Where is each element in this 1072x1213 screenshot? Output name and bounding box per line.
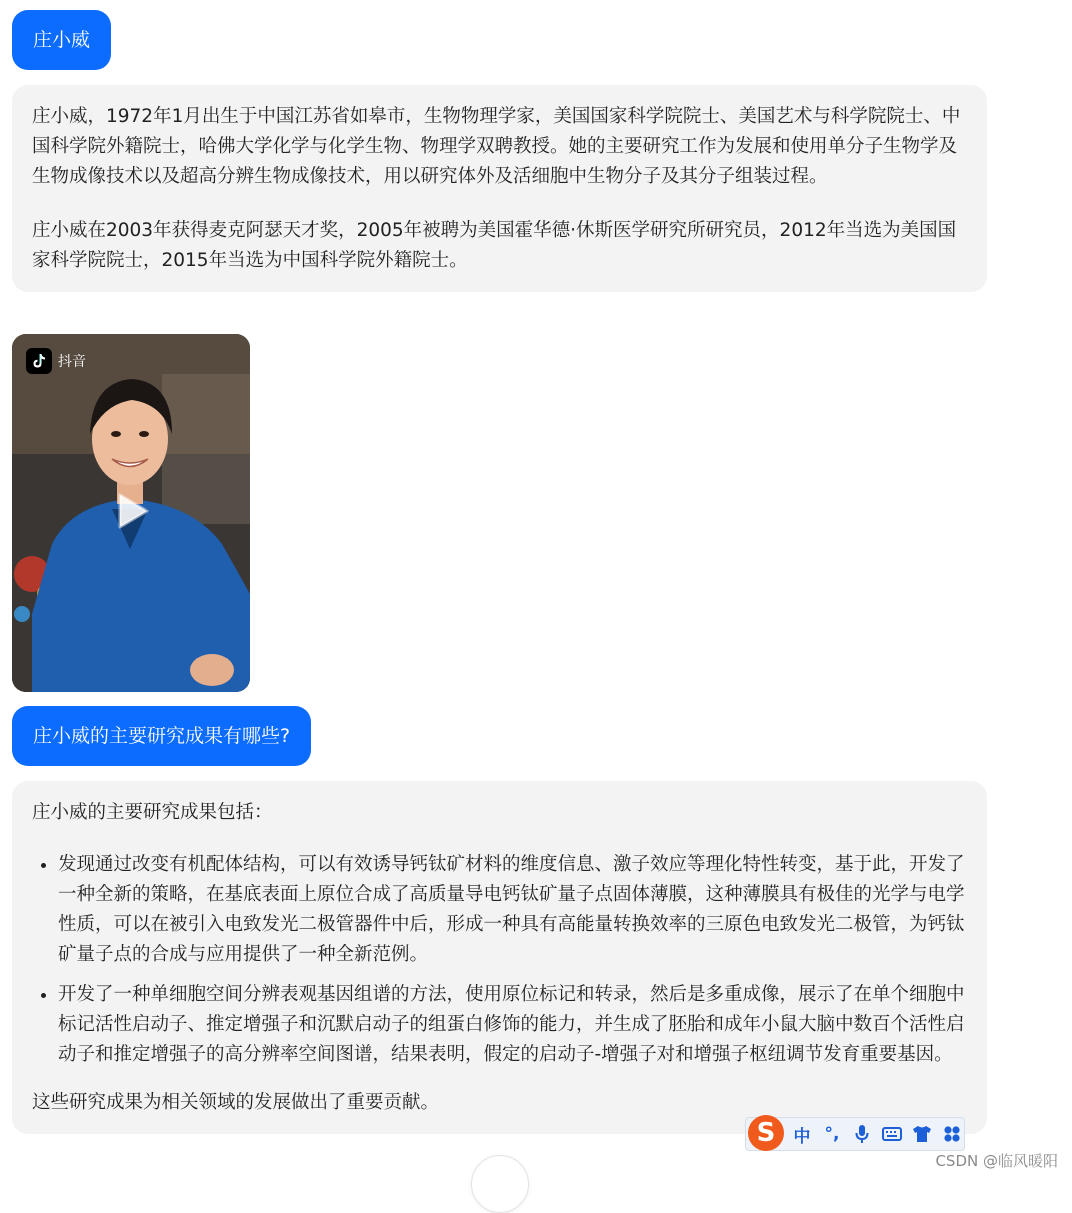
- assistant-message-2: [12, 781, 987, 1134]
- ime-toolbar[interactable]: [745, 1117, 965, 1151]
- scroll-to-bottom-button[interactable]: [471, 1155, 529, 1213]
- douyin-badge: [26, 348, 86, 374]
- douyin-icon: [26, 348, 52, 374]
- answer-paragraph: 庄小威，1972年1月出生于中国江苏省如皋市，生物物理学家，美国国家科学院院士、美国艺术与科学院院士、中国科学院外籍院士，哈佛大学化学与化学生物、物理学双聘教授。她的主要研究工作为发展和使用单分子生物学及生物成像技术以及超高分辨生物成像技术，用以研究体外及活细胞中生物分子及其分子组装过程。: [32, 106, 961, 187]
- user-message-text: 庄小威: [33, 29, 91, 51]
- assistant-message-1: [12, 85, 987, 292]
- sogou-logo-icon[interactable]: S: [748, 1115, 784, 1151]
- skin-shirt-icon[interactable]: [910, 1122, 934, 1146]
- answer-list: [32, 850, 969, 1070]
- microphone-icon[interactable]: [850, 1122, 874, 1146]
- video-source-label: 抖音: [58, 354, 86, 370]
- list-item: • 开发了一种单细胞空间分辨表观基因组谱的方法，使用原位标记和转录，然后是多重成像，展示了在单个细胞中标记活性启动子、推定增强子和沉默启动子的组蛋白修饰的能力，并生成了胚胎和成年小鼠大脑中数百个活性启动子和推定增强子的高分辨率空间图谱，结果表明，假定的启动子-增强子对和增强子枢纽调节发育重要基因。: [58, 980, 969, 1070]
- keyboard-icon[interactable]: [880, 1122, 904, 1146]
- ime-punct-toggle[interactable]: °,: [824, 1124, 840, 1144]
- user-message-2: [12, 706, 311, 766]
- user-message-1: [12, 10, 111, 70]
- answer-intro: 庄小威的主要研究成果包括：: [32, 802, 273, 823]
- video-card[interactable]: [12, 334, 250, 692]
- list-item: • 发现通过改变有机配体结构，可以有效诱导钙钛矿材料的维度信息、激子效应等理化特性转变，基于此，开发了一种全新的策略，在基底表面上原位合成了高质量导电钙钛矿量子点固体薄膜，这种薄膜具有极佳的光学与电学性质，可以在被引入电致发光二极管器件中后，形成一种具有高能量转换效率的三原色电致发光二极管，为钙钛矿量子点的合成与应用提供了一种全新范例。: [58, 850, 969, 970]
- play-icon[interactable]: [116, 492, 150, 530]
- watermark: CSDN @临风暖阳: [935, 1152, 1058, 1170]
- ime-mode-toggle[interactable]: 中: [793, 1126, 811, 1147]
- answer-outro: 这些研究成果为相关领域的发展做出了重要贡献。: [32, 1092, 440, 1113]
- user-message-text: 庄小威的主要研究成果有哪些?: [33, 725, 291, 747]
- answer-paragraph: 庄小威在2003年获得麦克阿瑟天才奖，2005年被聘为美国霍华德·休斯医学研究所研究员，2012年当选为美国国家科学院院士，2015年当选为中国科学院外籍院士。: [32, 220, 957, 271]
- toolbox-icon[interactable]: [940, 1122, 964, 1146]
